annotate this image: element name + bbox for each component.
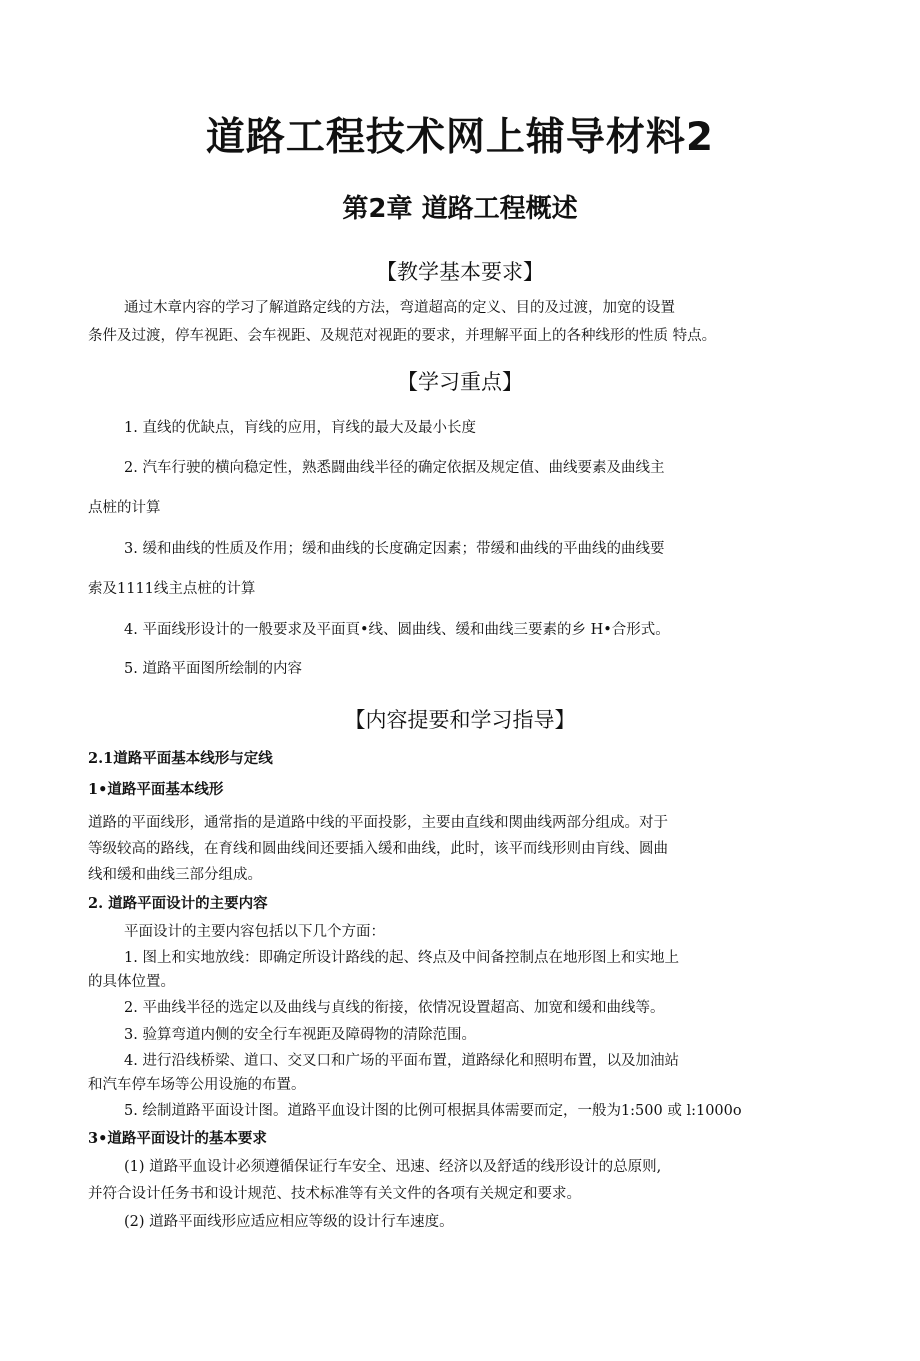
paragraph-line: 等级较高的路线，在育线和圆曲线间还要插入缓和曲线，此时，该平而线形则由肓线、圆曲 [88,841,668,857]
keypoints-heading: 【学习重点】 [397,370,523,394]
requirements-line: 通过木章内容的学习了解道路定线的方法，弯道超高的定义、目的及过渡，加宽的设置 [124,300,675,316]
list-item: (2) 道路平面线形应适应相应等级的设计行车速度。 [124,1214,454,1230]
keypoint-item: 2. 汽车行驶的横向稳定性，熟悉闘曲线半径的确定依据及规定值、曲线要素及曲线主 [124,460,665,476]
list-item: 3. 验算弯道内侧的安全行车视距及障碍物的清除范围。 [124,1027,476,1043]
paragraph-line: 道路的平面线形，通常指的是道路中线的平面投影，主要由直线和関曲线两部分组成。对于 [88,815,668,831]
list-item: 2. 平曲线半径的选定以及曲线与貞线的衔接，依情况设置超高、加宽和缓和曲线等。 [124,1000,665,1016]
keypoint-item: 3. 缓和曲线的性质及作用；缓和曲线的长度确定因素；带缓和曲线的平曲线的曲线要 [124,541,665,557]
keypoint-item: 4. 平面线形设计的一般要求及平面頁•线、圆曲线、缓和曲线三要素的乡 H•合形式。 [124,622,670,638]
summary-heading: 【内容提要和学习指导】 [344,708,576,732]
paragraph-line: 平面设计的主要内容包括以下几个方面： [124,924,385,940]
list-item: 的具体位置。 [88,974,175,990]
chapter-heading: 第2章 道路工程概述 [342,194,578,224]
requirements-heading: 【教学基本要求】 [376,260,544,284]
list-item: (1) 道路平血设计必须遵循保证行车安全、迅速、经济以及舒适的线形设计的总原则, [124,1159,662,1175]
list-item: 1. 图上和实地放线：即确定所设计路线的起、终点及中间备控制点在地形图上和实地上 [124,950,679,966]
list-item: 并符合设计任务书和设计规范、技术标准等有关文件的各项有关规定和要求。 [88,1186,581,1202]
subsection-3-heading: 3•道路平面设计的基本要求 [88,1130,267,1147]
keypoint-item: 点桩的计算 [88,500,161,516]
keypoint-item: 5. 道路平面图所绘制的内容 [124,661,302,677]
subsection-1-heading: 1•道路平面基本线形 [88,781,224,798]
document-title: 道路工程技术网上辅导材料2 [205,115,715,160]
paragraph-line: 线和缓和曲线三部分组成。 [88,867,262,883]
list-item: 4. 进行沿线桥梁、道口、交叉口和广场的平面布置，道路绿化和照明布置，以及加油站 [124,1053,679,1069]
list-item: 5. 绘制道路平面设计图。道路平血设计图的比例可根据具体需要而定，一般为1:500 或 l:1000o [124,1103,742,1119]
list-item: 和汽车停车场等公用设施的布置。 [88,1077,306,1093]
keypoint-item: 1. 直线的优缺点，肓线的应用，肓线的最大及最小长度 [124,420,476,436]
keypoint-item: 索及1111线主点桩的计算 [88,581,256,597]
subsection-2-heading: 2. 道路平面设计的主要内容 [88,895,268,912]
requirements-line: 条件及过渡，停车视距、会车视距、及规范对视距的要求，并理解平面上的各种线形的性质 特点。 [88,328,717,344]
section-2-1-heading: 2.1道路平面基本线形与定线 [88,750,273,767]
